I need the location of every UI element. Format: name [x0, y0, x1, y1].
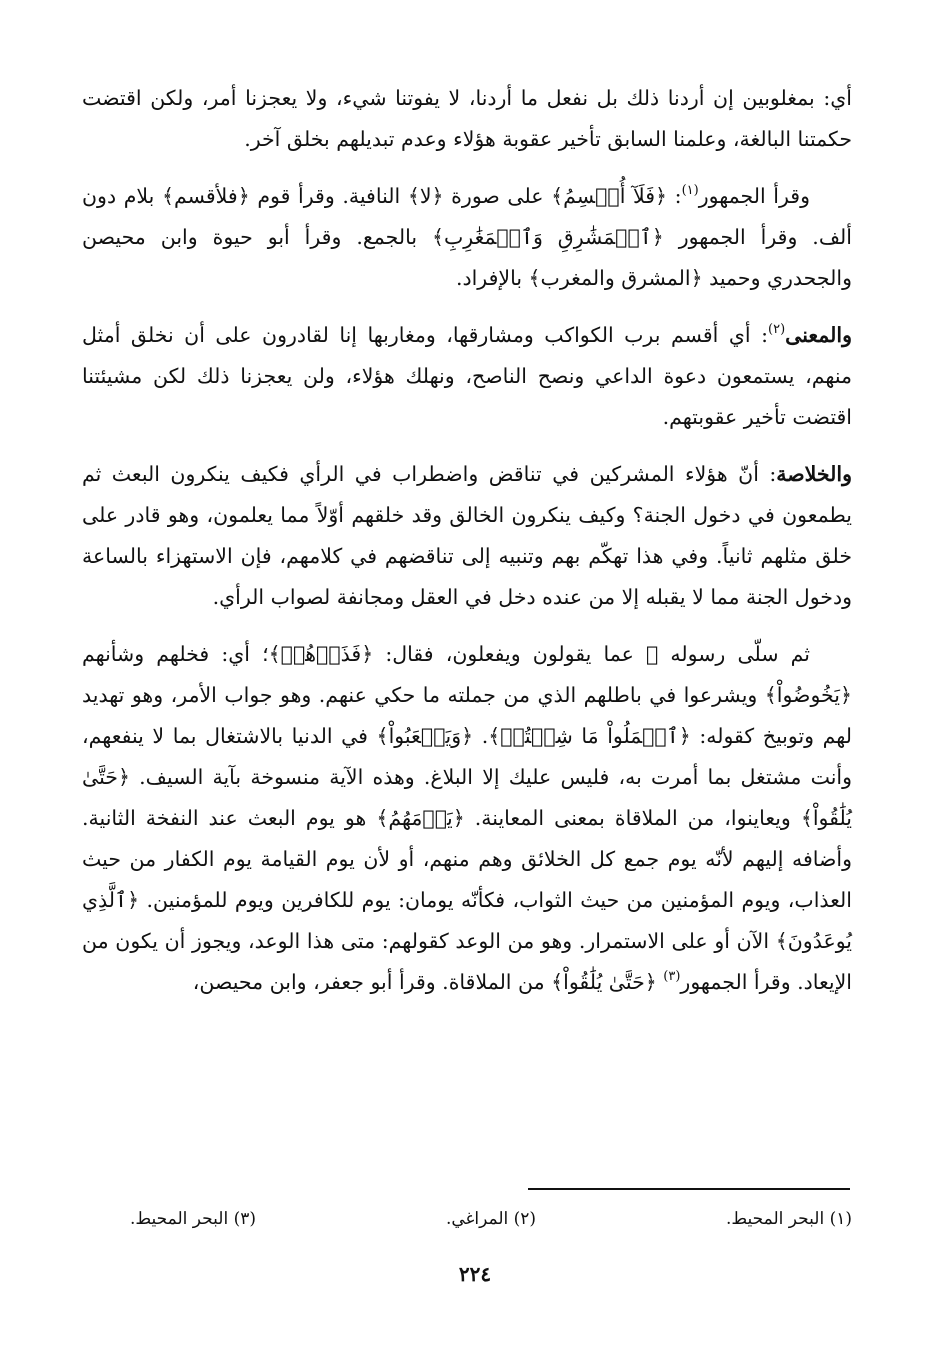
paragraph-3-rest: : أي أقسم برب الكواكب ومشارقها، ومغاربها إنا لقادرون على أن نخلق أمثل منهم، يستمعون دعوة الداعي ونصح الناصح، ونهلك هؤلاء، ولن يعجزنا ذلك لكن مشيئتنا اقتضت تأخير عقوبتهم. [82, 323, 852, 429]
page-number: ٢٢٤ [458, 1262, 492, 1286]
footnote-3: (٣) البحر المحيط. [130, 1209, 256, 1229]
paragraph-2-rest: : ﴿فَلَآ أُقۡسِمُ﴾ على صورة ﴿لا﴾ النافية. وقرأ قوم ﴿فلأقسم﴾ بلام دون ألف. وقرأ الجمهور ﴿ٱلۡمَشَٰرِقِ وَٱلۡمَغَٰرِبِ﴾ بالجمع. وقرأ أبو حيوة وابن محيصن والجحدري وحميد ﴿المشرق والمغرب﴾ بالإفراد. [82, 184, 852, 290]
paragraph-5-text: ثم سلّى رسوله ﷺ عما يقولون ويفعلون، فقال: ﴿فَذَرۡهُمۡ﴾؛ أي: فخلهم وشأنهم ﴿يَخُوضُواْ﴾ ويشرعوا في باطلهم الذي من جملته ما حكي عنهم. وهو جواب الأمر، وهو تهديد لهم وتوبيخ كقوله: ﴿ٱعۡمَلُواْ مَا شِئۡتُمۡ﴾. ﴿وَيَلۡعَبُواْ﴾ في الدنيا بالاشتغال بما لا ينفعهم، وأنت مشتغل بما أمرت به، فليس عليك إلا البلاغ. وهذه الآية منسوخة بآية السيف. ﴿حَتَّىٰ يُلَٰقُواْ﴾ ويعاينوا، من الملاقاة بمعنى المعاينة. ﴿يَوۡمَهُمُ﴾ هو يوم البعث عند النفخة الثانية. وأضافه إليهم لأنّه يوم جمع كل الخلائق وهم منهم، أو لأن يوم القيامة يوم الكفار من حيث العذاب، ويوم المؤمنين من حيث الثواب، فكأنّه يومان: يوم للكافرين ويوم للمؤمنين. ﴿ٱلَّذِي يُوعَدُونَ﴾ الآن أو على الاستمرار. وهو من الوعد كقولهم: متى هذا الوعد، ويجوز أن يكون من الإيعاد. وقرأ الجمهور [82, 642, 852, 994]
paragraph-5-rest: ﴿حَتَّىٰ يُلَٰقُواْ﴾ من الملاقاة. وقرأ أبو جعفر، وابن محيصن، [192, 970, 664, 994]
paragraph-3 [82, 315, 852, 438]
footnotes [130, 1206, 852, 1232]
paragraph-2 [82, 176, 852, 299]
paragraph-4 [82, 454, 852, 618]
footnote-marker-1[interactable]: (١) [681, 183, 699, 198]
paragraph-1-text: أي: بمغلوبين إن أردنا ذلك بل نفعل ما أردنا، لا يفوتنا شيء، ولا يعجزنا أمر، ولكن اقتضت حكمتنا البالغة، وعلمنا السابق تأخير عقوبة هؤلاء وعدم تبديلهم بخلق آخر. [82, 86, 852, 151]
paragraph-5 [82, 634, 852, 1003]
paragraph-4-lead: والخلاصة [776, 462, 852, 486]
paragraph-2-text: وقرأ الجمهور [698, 184, 811, 208]
footnote-marker-3[interactable]: (٣) [663, 969, 681, 984]
paragraph-4-text: : أنّ هؤلاء المشركين في تناقض واضطراب في الرأي فكيف ينكرون البعث ثم يطمعون في دخول الجنة؟ وكيف ينكرون الخالق وقد خلقهم أوّلاً مما يعلمون، وهو قادر على خلق مثلهم ثانياً. وفي هذا تهكّم بهم وتنبيه إلى تناقضهم في كلامهم، فإن الاستهزاء بالساعة ودخول الجنة مما لا يقبله إلا من عنده دخل في العقل ومجانفة لصواب الرأي. [82, 462, 852, 609]
footnote-2: (٢) المراغي. [445, 1209, 537, 1229]
paragraph-3-lead: والمعنى [785, 323, 852, 347]
paragraph-1 [82, 78, 852, 160]
footnote-1: (١) البحر المحيط. [726, 1209, 852, 1229]
footnote-divider [528, 1188, 850, 1190]
footnote-marker-2[interactable]: (٢) [768, 322, 786, 337]
page-body [82, 78, 852, 1019]
